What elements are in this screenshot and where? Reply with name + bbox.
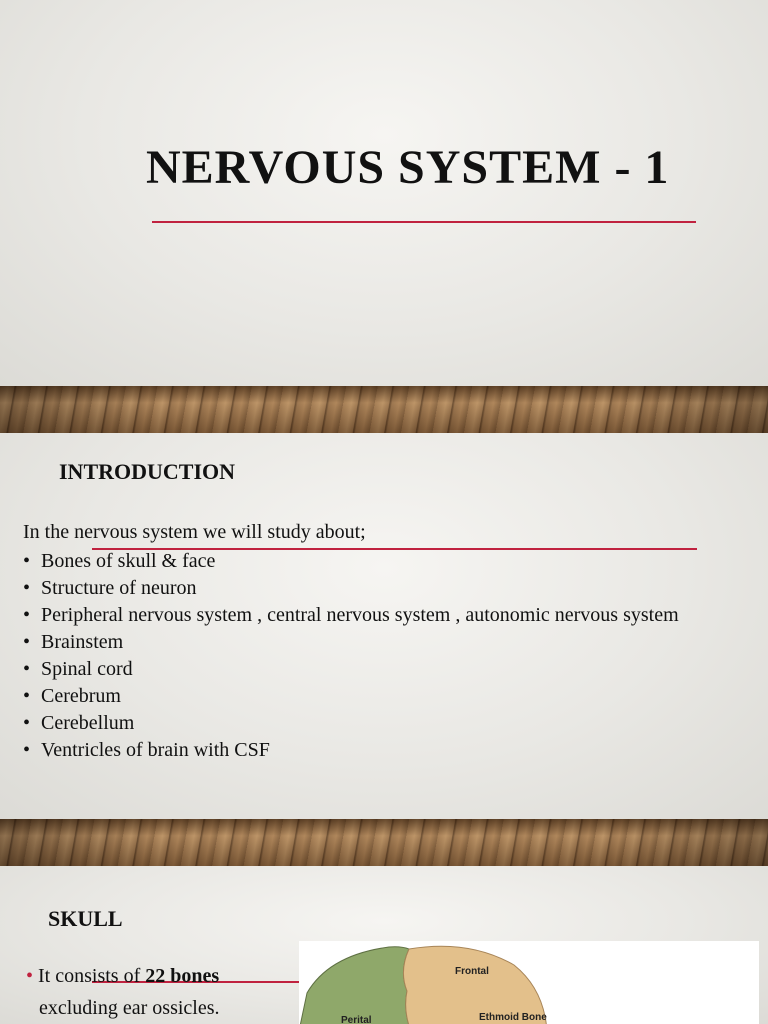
list-item (23, 629, 713, 656)
list-item-text: Brainstem (41, 631, 124, 653)
perital-label: Perital (341, 1015, 372, 1024)
wood-floor-divider (0, 386, 768, 434)
list-item (23, 737, 713, 764)
list-item (23, 548, 713, 575)
wood-floor-divider (0, 819, 768, 867)
list-item-text: Structure of neuron (41, 577, 197, 599)
skull-diagram (299, 941, 759, 1024)
list-item-text: Cerebellum (41, 712, 135, 734)
bone-count: 22 bones (145, 965, 220, 987)
bullet-icon: • (23, 712, 31, 734)
ethmoid-label: Ethmoid Bone (479, 1012, 547, 1023)
list-item (23, 656, 713, 683)
list-item-text: Cerebrum (41, 685, 121, 707)
bullet-icon: • (23, 685, 31, 707)
list-item (23, 710, 713, 737)
slide-title: NERVOUS SYSTEM - 1 (146, 141, 670, 194)
bullet-icon: • (23, 577, 31, 599)
title-slide (0, 0, 768, 386)
list-item (23, 575, 713, 602)
bullet-icon: • (23, 739, 31, 761)
introduction-heading: INTRODUCTION (59, 459, 236, 484)
intro-text: In the nervous system we will study about; (23, 521, 366, 543)
title-underline (152, 221, 696, 223)
bullet-icon: • (26, 965, 34, 987)
introduction-slide (0, 433, 768, 819)
bullet-icon: • (23, 550, 31, 572)
skull-heading: SKULL (48, 906, 123, 931)
bullet-icon: • (23, 658, 31, 680)
topic-list (23, 548, 713, 764)
parietal-bone (299, 947, 411, 1024)
list-item-text: Ventricles of brain with CSF (41, 739, 270, 761)
list-item-text: Bones of skull & face (41, 550, 216, 572)
frontal-label: Frontal (455, 966, 489, 977)
bullet-icon: • (23, 604, 31, 626)
bullet-icon: • (23, 631, 31, 653)
skull-description (26, 960, 220, 1024)
skull-line2: excluding ear ossicles. (39, 997, 220, 1019)
skull-slide (0, 866, 768, 1024)
list-item (23, 683, 713, 710)
list-item (23, 602, 713, 629)
list-item-text: Spinal cord (41, 658, 133, 680)
skull-line1-prefix: It consists of (38, 965, 146, 987)
list-item-text: Peripheral nervous system , central nervous system , autonomic nervous system (41, 604, 679, 626)
